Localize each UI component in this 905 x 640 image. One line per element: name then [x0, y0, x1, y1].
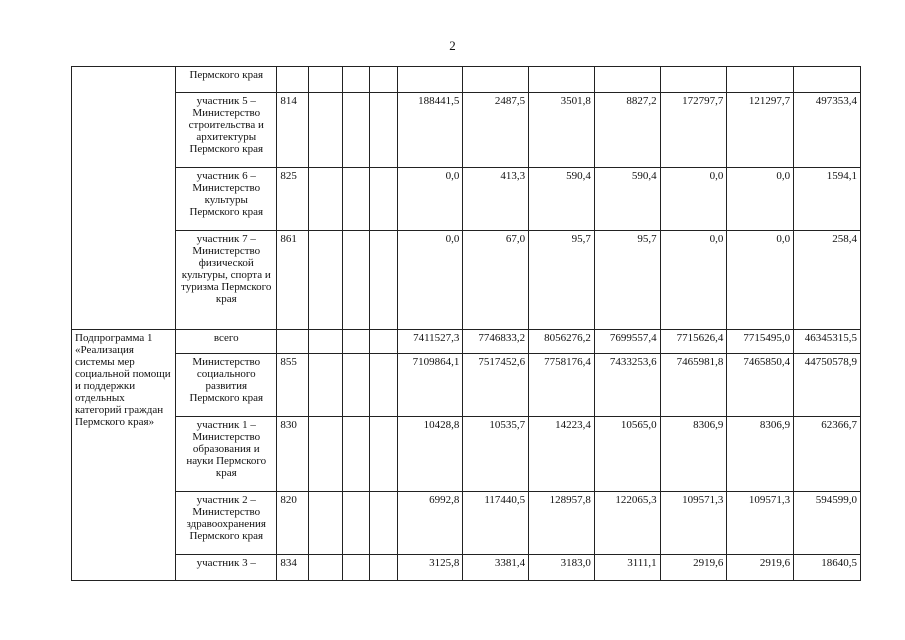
- value-cell: [529, 67, 595, 93]
- value-cell: 590,4: [529, 168, 595, 231]
- value-cell: 8306,9: [727, 417, 794, 492]
- value-cell: 7746833,2: [463, 330, 529, 354]
- value-cell: 7109864,1: [397, 354, 463, 417]
- participant-cell: участник 6 – Министерство культуры Пермского края: [176, 168, 277, 231]
- value-cell: [660, 67, 727, 93]
- empty-cell: [370, 354, 397, 417]
- table-row: [72, 555, 861, 581]
- value-cell: 2919,6: [727, 555, 794, 581]
- empty-cell: [308, 555, 342, 581]
- value-cell: 594599,0: [794, 492, 861, 555]
- empty-cell: [343, 67, 370, 93]
- value-cell: 2919,6: [660, 555, 727, 581]
- value-cell: 109571,3: [727, 492, 794, 555]
- value-cell: 8056276,2: [529, 330, 595, 354]
- value-cell: 413,3: [463, 168, 529, 231]
- program-cell: [72, 67, 176, 330]
- value-cell: 67,0: [463, 231, 529, 330]
- empty-cell: [343, 93, 370, 168]
- page-number: 2: [449, 38, 456, 53]
- value-cell: 8306,9: [660, 417, 727, 492]
- table-row: [72, 168, 861, 231]
- value-cell: 122065,3: [594, 492, 660, 555]
- value-cell: 0,0: [397, 168, 463, 231]
- value-cell: 6992,8: [397, 492, 463, 555]
- value-cell: 172797,7: [660, 93, 727, 168]
- table-row: [72, 231, 861, 330]
- value-cell: 8827,2: [594, 93, 660, 168]
- code-cell: 861: [277, 231, 308, 330]
- empty-cell: [308, 67, 342, 93]
- empty-cell: [308, 417, 342, 492]
- empty-cell: [343, 354, 370, 417]
- value-cell: 3501,8: [529, 93, 595, 168]
- empty-cell: [370, 168, 397, 231]
- budget-table: [71, 66, 861, 581]
- empty-cell: [308, 354, 342, 417]
- value-cell: 10535,7: [463, 417, 529, 492]
- table-row: [72, 417, 861, 492]
- value-cell: 18640,5: [794, 555, 861, 581]
- value-cell: 2487,5: [463, 93, 529, 168]
- empty-cell: [370, 330, 397, 354]
- empty-cell: [370, 555, 397, 581]
- value-cell: 0,0: [660, 168, 727, 231]
- code-cell: [277, 330, 308, 354]
- value-cell: 0,0: [727, 231, 794, 330]
- empty-cell: [370, 67, 397, 93]
- empty-cell: [343, 555, 370, 581]
- code-cell: 855: [277, 354, 308, 417]
- value-cell: 0,0: [660, 231, 727, 330]
- value-cell: 7411527,3: [397, 330, 463, 354]
- empty-cell: [308, 492, 342, 555]
- empty-cell: [370, 231, 397, 330]
- empty-cell: [370, 93, 397, 168]
- value-cell: 7699557,4: [594, 330, 660, 354]
- value-cell: [463, 67, 529, 93]
- value-cell: [727, 67, 794, 93]
- value-cell: 188441,5: [397, 93, 463, 168]
- value-cell: 117440,5: [463, 492, 529, 555]
- code-cell: [277, 67, 308, 93]
- table-row: [72, 93, 861, 168]
- table-row: [72, 354, 861, 417]
- empty-cell: [343, 330, 370, 354]
- value-cell: [794, 67, 861, 93]
- code-cell: 814: [277, 93, 308, 168]
- empty-cell: [370, 417, 397, 492]
- value-cell: 10428,8: [397, 417, 463, 492]
- value-cell: 46345315,5: [794, 330, 861, 354]
- value-cell: 44750578,9: [794, 354, 861, 417]
- value-cell: 7758176,4: [529, 354, 595, 417]
- code-cell: 820: [277, 492, 308, 555]
- value-cell: 7433253,6: [594, 354, 660, 417]
- empty-cell: [343, 231, 370, 330]
- code-cell: 834: [277, 555, 308, 581]
- value-cell: 10565,0: [594, 417, 660, 492]
- empty-cell: [343, 492, 370, 555]
- value-cell: 7517452,6: [463, 354, 529, 417]
- value-cell: 7715495,0: [727, 330, 794, 354]
- participant-cell: Пермского края: [176, 67, 277, 93]
- table-row: [72, 67, 861, 93]
- code-cell: 825: [277, 168, 308, 231]
- empty-cell: [343, 417, 370, 492]
- empty-cell: [370, 492, 397, 555]
- value-cell: 3125,8: [397, 555, 463, 581]
- empty-cell: [308, 231, 342, 330]
- subprogram-cell: Подпрограмма 1 «Реализация системы мер социальной помощи и поддержки отдельных категорий граждан Пермского края»: [72, 330, 176, 581]
- value-cell: 3111,1: [594, 555, 660, 581]
- table-row: [72, 492, 861, 555]
- value-cell: 95,7: [529, 231, 595, 330]
- value-cell: 258,4: [794, 231, 861, 330]
- participant-cell: участник 3 –: [176, 555, 277, 581]
- value-cell: 0,0: [727, 168, 794, 231]
- empty-cell: [343, 168, 370, 231]
- value-cell: 128957,8: [529, 492, 595, 555]
- participant-cell: Министерство социального развития Пермского края: [176, 354, 277, 417]
- participant-cell: участник 5 – Министерство строительства и архитектуры Пермского края: [176, 93, 277, 168]
- value-cell: 590,4: [594, 168, 660, 231]
- participant-cell: всего: [176, 330, 277, 354]
- value-cell: 62366,7: [794, 417, 861, 492]
- value-cell: 1594,1: [794, 168, 861, 231]
- value-cell: 14223,4: [529, 417, 595, 492]
- code-cell: 830: [277, 417, 308, 492]
- value-cell: 7715626,4: [660, 330, 727, 354]
- empty-cell: [308, 93, 342, 168]
- value-cell: 7465850,4: [727, 354, 794, 417]
- table-row: [72, 330, 861, 354]
- value-cell: 0,0: [397, 231, 463, 330]
- value-cell: 121297,7: [727, 93, 794, 168]
- value-cell: 109571,3: [660, 492, 727, 555]
- participant-cell: участник 2 – Министерство здравоохранения Пермского края: [176, 492, 277, 555]
- value-cell: 95,7: [594, 231, 660, 330]
- value-cell: 3183,0: [529, 555, 595, 581]
- value-cell: 3381,4: [463, 555, 529, 581]
- participant-cell: участник 1 – Министерство образования и науки Пермского края: [176, 417, 277, 492]
- value-cell: [397, 67, 463, 93]
- empty-cell: [308, 330, 342, 354]
- empty-cell: [308, 168, 342, 231]
- value-cell: 7465981,8: [660, 354, 727, 417]
- participant-cell: участник 7 – Министерство физической культуры, спорта и туризма Пермского края: [176, 231, 277, 330]
- value-cell: 497353,4: [794, 93, 861, 168]
- value-cell: [594, 67, 660, 93]
